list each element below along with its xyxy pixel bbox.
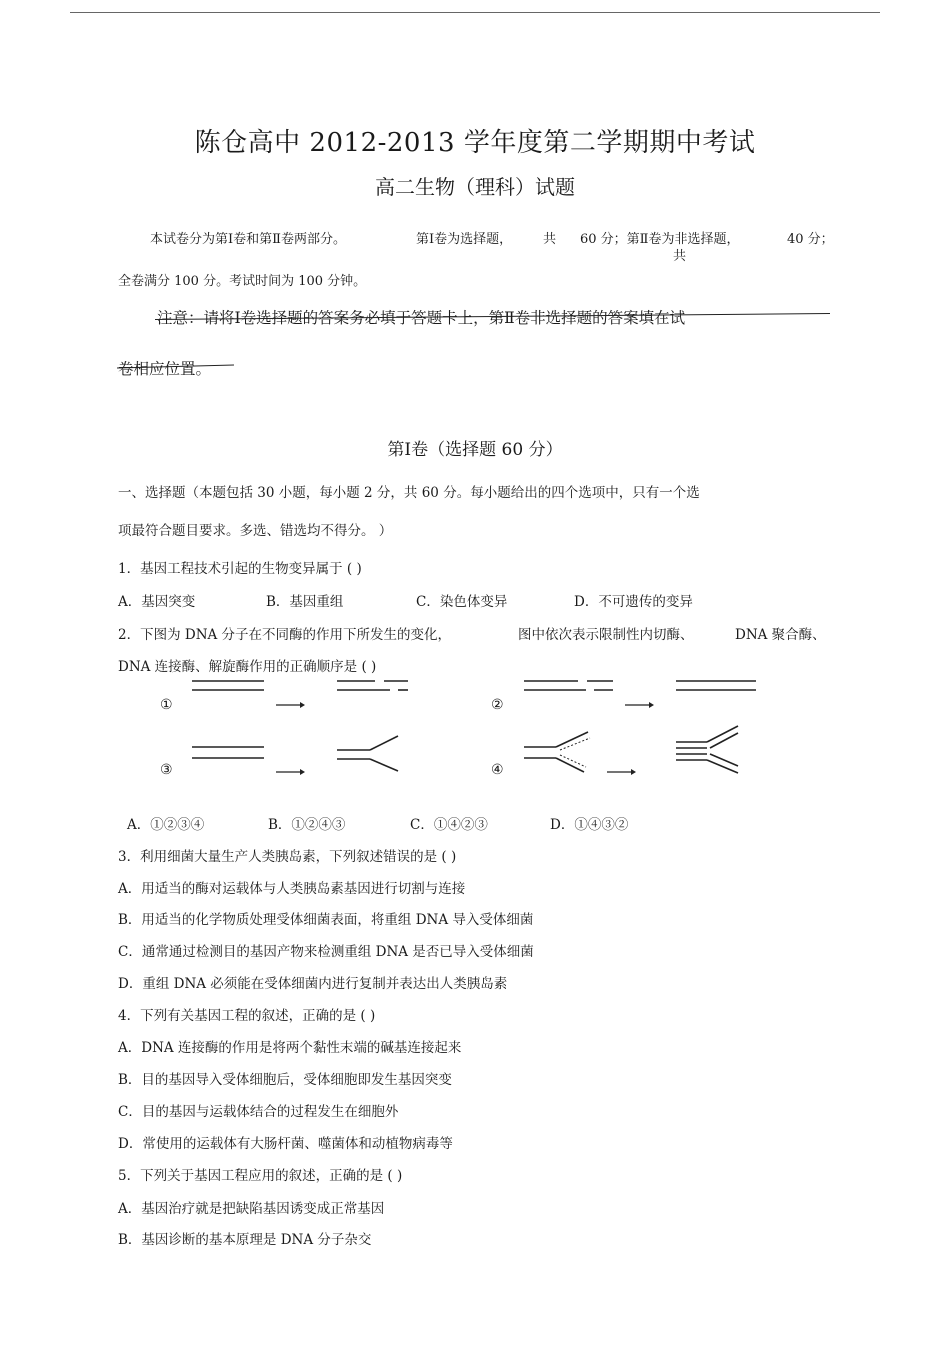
q4-option-c: C．目的基因与运载体结合的过程发生在细胞外 xyxy=(118,1104,399,1120)
q2-option-d: D．①④③② xyxy=(550,817,629,833)
q2-stem-1c: DNA 聚合酶、 xyxy=(735,627,826,643)
q3-option-b: B．用适当的化学物质处理受体细菌表面，将重组 DNA 导入受体细菌 xyxy=(118,912,534,928)
notice-line2: 卷相应位置。 xyxy=(118,360,212,378)
diagram-3-intact-dna xyxy=(192,747,264,758)
q5-option-a: A．基因治疗就是把缺陷基因诱变成正常基因 xyxy=(118,1201,385,1217)
q1-option-b: B．基因重组 xyxy=(266,594,344,610)
exam-subtitle: 高二生物（理科）试题 xyxy=(375,175,575,199)
intro-text-e: 40 分； xyxy=(787,232,834,247)
q4-option-a: A．DNA 连接酶的作用是将两个黏性末端的碱基连接起来 xyxy=(118,1040,462,1056)
diagram-3-arrow xyxy=(276,769,305,775)
intro-text-c: 共 xyxy=(543,232,557,247)
q5-stem: 5．下列关于基因工程应用的叙述，正确的是 ( ) xyxy=(118,1168,403,1184)
dna-enzyme-diagram xyxy=(0,670,950,785)
q1-option-a: A．基因突变 xyxy=(118,594,196,610)
q2-option-c: C．①④②③ xyxy=(410,817,488,833)
exam-title: 陈仓高中 2012-2013 学年度第二学期期中考试 xyxy=(194,128,756,158)
diagram-4-split-dna xyxy=(676,726,738,773)
top-rule xyxy=(70,12,880,13)
diagram-3-unwound-dna xyxy=(337,736,398,771)
q1-stem: 1．基因工程技术引起的生物变异属于 ( ) xyxy=(118,561,362,577)
q2-option-b: B．①②④③ xyxy=(268,817,346,833)
diagram-1-intact-dna xyxy=(192,681,264,690)
q3-option-a: A．用适当的酶对运载体与人类胰岛素基因进行切割与连接 xyxy=(118,881,466,897)
q1-option-c: C．染色体变异 xyxy=(416,594,508,610)
diagram-label-2: ② xyxy=(491,697,504,713)
diagram-2-joined-dna xyxy=(676,681,756,690)
intro-text-f: 共 xyxy=(673,249,687,264)
q2-stem-2: DNA 连接酶、解旋酶作用的正确顺序是 ( ) xyxy=(118,659,377,675)
section-title: 第Ⅰ卷（选择题 60 分） xyxy=(387,440,563,460)
q2-stem-1b: 图中依次表示限制性内切酶、 xyxy=(518,627,694,643)
section-instructions-1: 一、选择题（本题包括 30 小题，每小题 2 分，共 60 分。每小题给出的四个选项中，只有一个选 xyxy=(118,485,700,501)
q3-option-d: D．重组 DNA 必须能在受体细菌内进行复制并表达出人类胰岛素 xyxy=(118,976,508,992)
notice-line1: 注意：请将Ⅰ卷选择题的答案务必填于答题卡上，第Ⅱ卷非选择题的答案填在试 xyxy=(157,309,686,327)
intro-text-a: 本试卷分为第Ⅰ卷和第Ⅱ卷两部分。 xyxy=(150,232,346,247)
diagram-4-replicating-dna xyxy=(524,732,590,772)
diagram-label-3: ③ xyxy=(160,762,173,778)
intro-text-line2: 全卷满分 100 分。考试时间为 100 分钟。 xyxy=(118,274,367,289)
diagram-1-cut-dna xyxy=(337,681,408,690)
q4-option-b: B．目的基因导入受体细胞后，受体细胞即发生基因突变 xyxy=(118,1072,452,1088)
q3-stem: 3．利用细菌大量生产人类胰岛素，下列叙述错误的是 ( ) xyxy=(118,849,457,865)
q5-option-b: B．基因诊断的基本原理是 DNA 分子杂交 xyxy=(118,1232,372,1248)
intro-text-b: 第Ⅰ卷为选择题， xyxy=(416,232,513,247)
section-instructions-2: 项最符合题目要求。多选、错选均不得分。 ） xyxy=(118,523,393,539)
diagram-2-arrow xyxy=(625,702,654,708)
diagram-4-arrow xyxy=(607,769,636,775)
diagram-label-1: ① xyxy=(160,697,173,713)
q3-option-c: C．通常通过检测目的基因产物来检测重组 DNA 是否已导入受体细菌 xyxy=(118,944,534,960)
diagram-label-4: ④ xyxy=(491,762,504,778)
q2-option-a: A．①②③④ xyxy=(127,817,205,833)
intro-text-d: 60 分；第Ⅱ卷为非选择题， xyxy=(580,232,740,247)
diagram-2-cut-dna xyxy=(524,681,613,690)
q4-option-d: D．常使用的运载体有大肠杆菌、噬菌体和动植物病毒等 xyxy=(118,1136,453,1152)
q2-stem-1a: 2．下图为 DNA 分子在不同酶的作用下所发生的变化， xyxy=(118,627,452,643)
q4-stem: 4．下列有关基因工程的叙述，正确的是 ( ) xyxy=(118,1008,376,1024)
q1-option-d: D．不可遗传的变异 xyxy=(574,594,693,610)
diagram-1-arrow xyxy=(276,702,305,708)
